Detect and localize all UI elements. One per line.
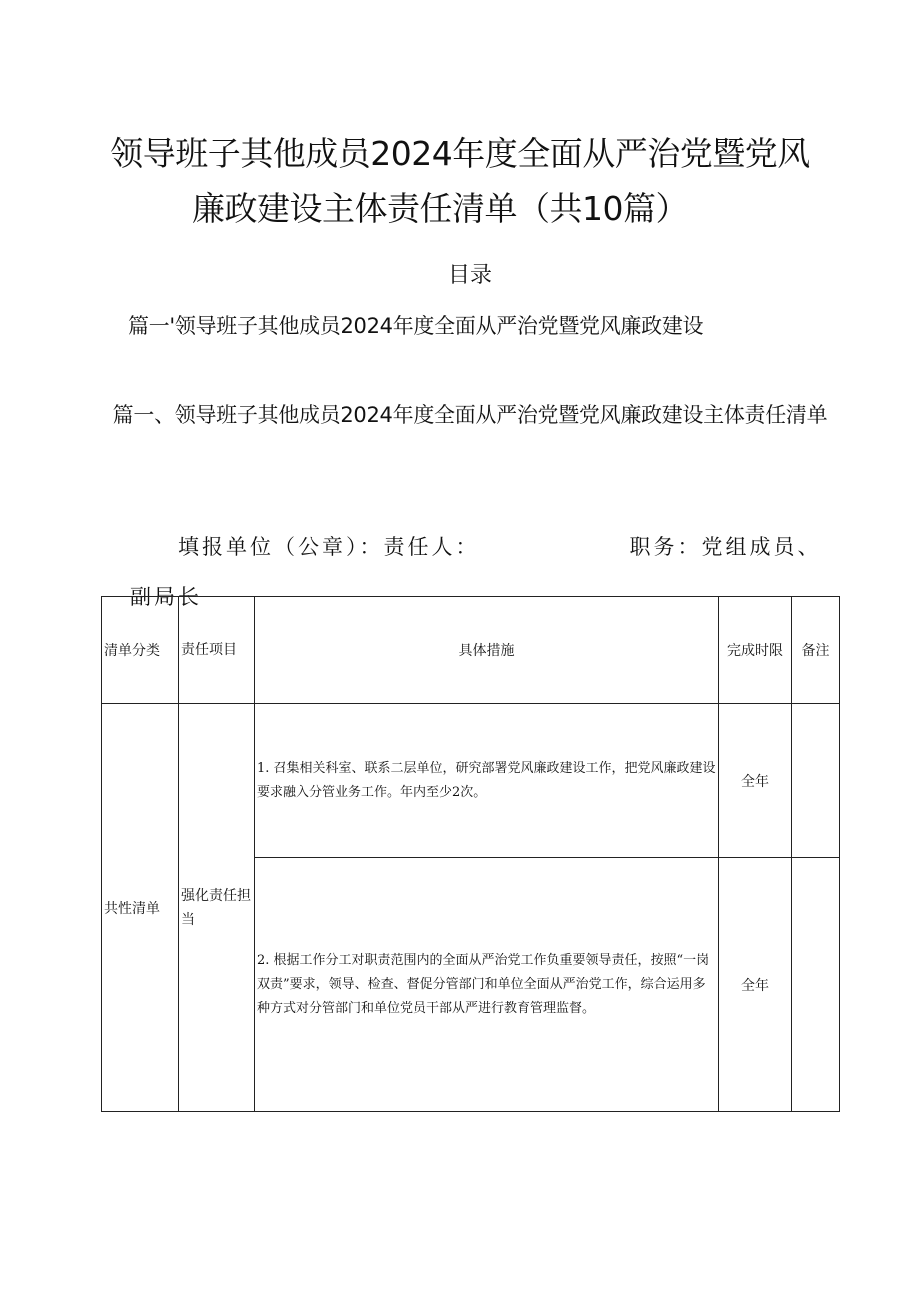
header-remarks: 备注 (792, 597, 840, 704)
header-item: 责任项目 (179, 597, 255, 704)
header-category: 清单分类 (102, 597, 179, 704)
measure-deadline: 全年 (719, 704, 792, 858)
row-item: 强化责任担当 (179, 704, 255, 1112)
measure-text: 2. 根据工作分工对职责范围内的全面从严治党工作负重要领导责任，按照“一岗双责”要求，领导、检查、督促分管部门和单位全面从严治党工作，综合运用多种方式对分管部门和单位党员干部从严进行教育管理监督。 (255, 858, 719, 1112)
header-measures: 具体措施 (255, 597, 719, 704)
header-deadline: 完成时限 (719, 597, 792, 704)
measure-remarks (792, 704, 840, 858)
row-category: 共性清单 (102, 704, 179, 1112)
document-title (60, 126, 860, 236)
toc-heading: 目录 (447, 263, 492, 288)
document-title-line-1: 领导班子其他成员2024年度全面从严治党暨党风 (110, 134, 810, 173)
measure-remarks (792, 858, 840, 1112)
fill-person-label: 责任人： (383, 535, 480, 559)
table-header-row (102, 597, 840, 704)
responsibility-table (101, 596, 840, 1112)
table-row (102, 704, 840, 858)
toc-entry-1[interactable]: 篇一'领导班子其他成员2024年度全面从严治党暨党风廉政建设 (128, 314, 704, 338)
fill-position-label: 职务： (629, 535, 702, 559)
measure-text: 1. 召集相关科室、联系二层单位，研究部署党风廉政建设工作，把党风廉政建设要求融入分管业务工作。年内至少2次。 (255, 704, 719, 858)
section-title: 篇一、领导班子其他成员2024年度全面从严治党暨党风廉政建设主体责任清单 (112, 403, 828, 427)
fill-position-value: 党组成员、副局长 (130, 535, 822, 609)
document-title-line-2: 廉政建设主体责任清单（共10篇） (192, 189, 688, 228)
fill-unit-label: 填报单位（公章）： (178, 535, 384, 559)
measure-deadline: 全年 (719, 858, 792, 1112)
